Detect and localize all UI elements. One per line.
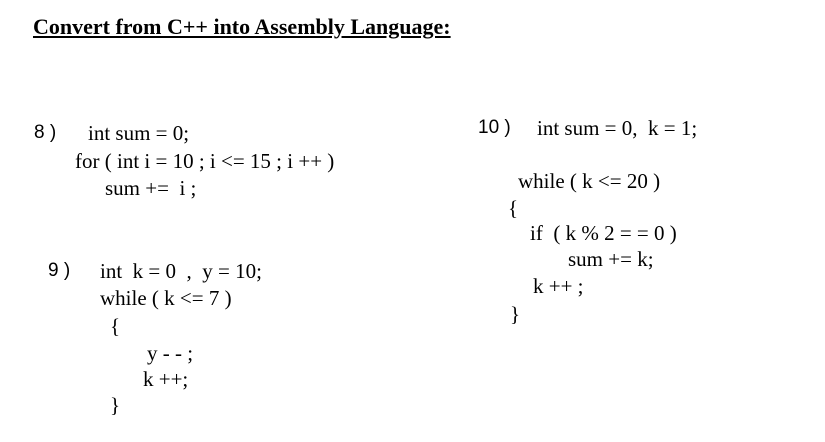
problem-8-number: 8 ) [34, 122, 57, 143]
code-line: while ( k <= 7 ) [100, 286, 232, 310]
code-line: sum += k; [568, 247, 654, 271]
code-line: k ++ ; [533, 274, 584, 298]
code-line: int sum = 0; [88, 121, 190, 145]
code-line: } [110, 393, 121, 417]
problem-9-number: 9 ) [48, 260, 71, 281]
code-line: } [510, 302, 521, 326]
code-line: if ( k % 2 = = 0 ) [530, 221, 677, 245]
code-line: int sum = 0, k = 1; [537, 116, 698, 140]
problem-10-number: 10 ) [478, 117, 511, 138]
code-line: sum += i ; [105, 176, 197, 200]
code-line: int k = 0 , y = 10; [100, 259, 262, 283]
code-line: k ++; [143, 367, 189, 391]
page-title: Convert from C++ into Assembly Language: [33, 14, 451, 39]
code-line: while ( k <= 20 ) [518, 169, 661, 193]
code-line: for ( int i = 10 ; i <= 15 ; i ++ ) [75, 149, 335, 173]
code-line: y - - ; [147, 341, 194, 365]
code-line: { [110, 314, 121, 338]
code-line: { [508, 196, 519, 220]
